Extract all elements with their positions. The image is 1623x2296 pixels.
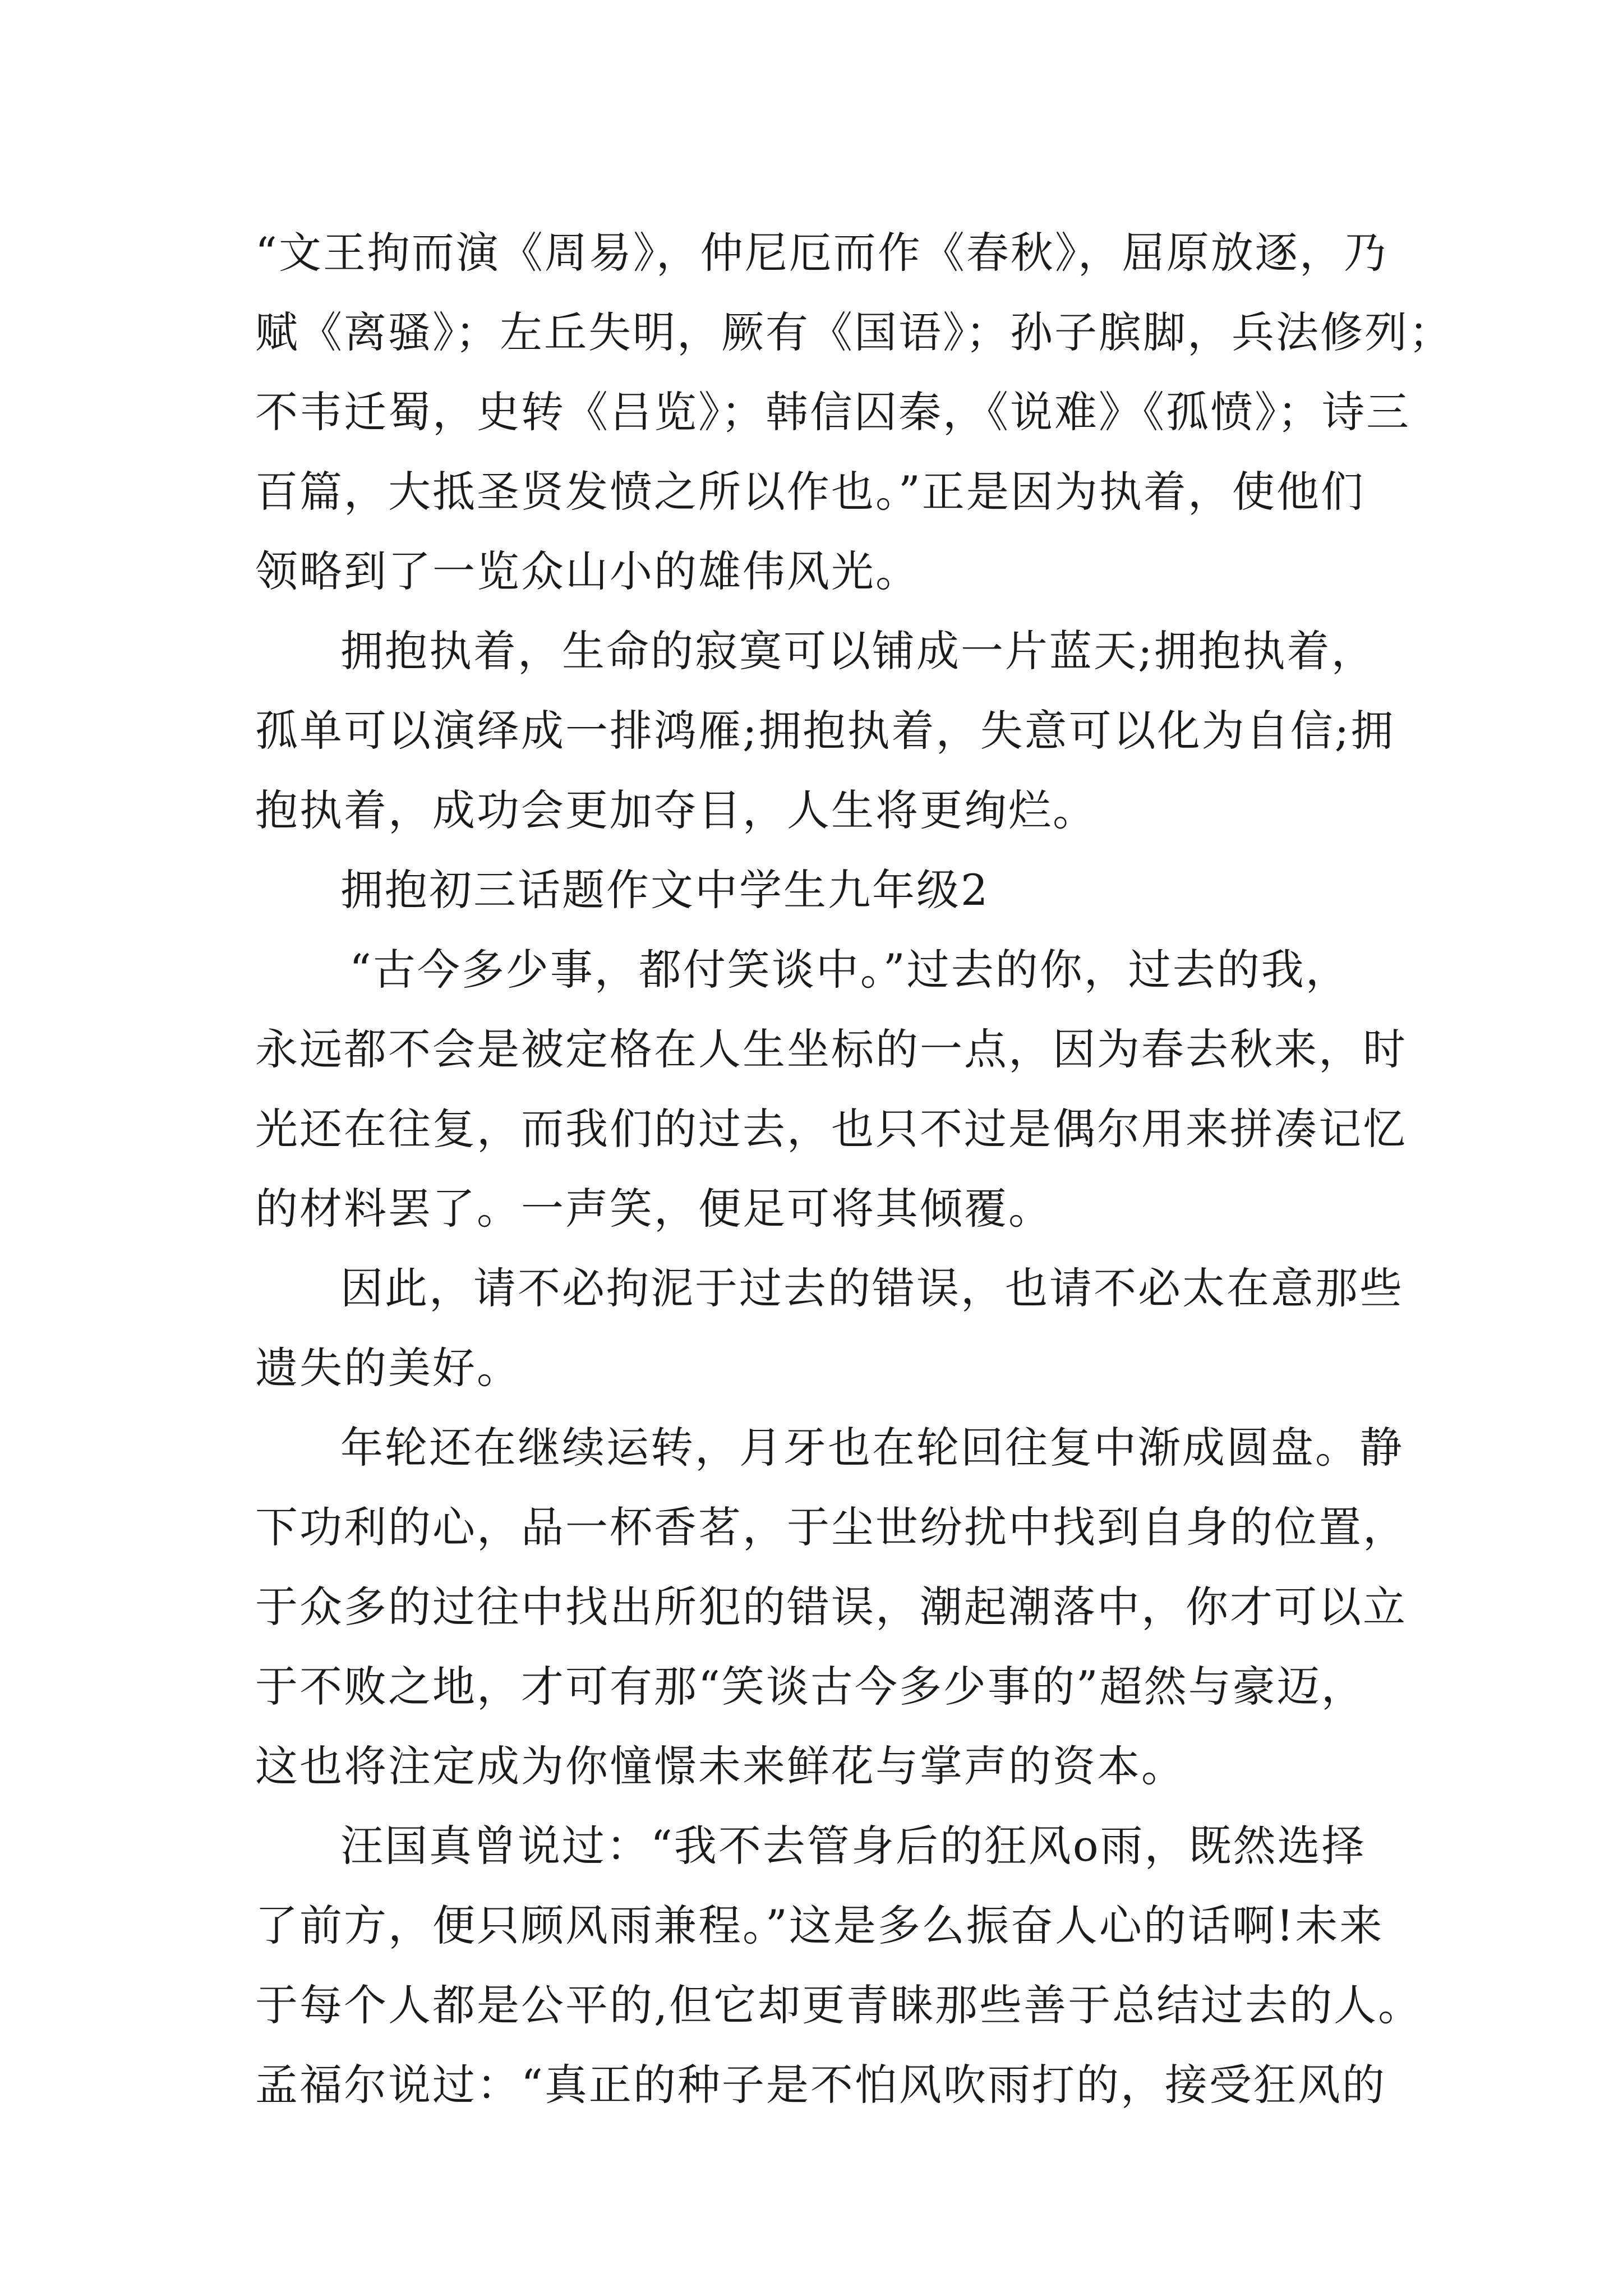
text-line: 不韦迁蜀，史转《吕览》；韩信囚秦，《说难》《孤愤》；诗三 (255, 387, 1410, 437)
text-line: 下功利的心，品一杯香茗，于尘世纷扰中找到自身的位置， (255, 1502, 1407, 1552)
section-heading: 拥抱初三话题作文中学生九年级2 (340, 865, 990, 915)
text-line: 百篇，大抵圣贤发愤之所以作也。”正是因为执着，使他们 (255, 467, 1365, 517)
paragraph-start-line: 年轮还在继续运转，月牙也在轮回往复中渐成圆盘。静 (340, 1423, 1404, 1473)
text-line: 于不败之地，才可有那“笑谈古今多少事的”超然与豪迈， (255, 1662, 1366, 1711)
text-line: 于每个人都是公平的,但它却更青睐那些善于总结过去的人。 (255, 1980, 1423, 2030)
text-line: 遗失的美好。 (255, 1343, 521, 1393)
text-line: 赋《离骚》；左丘失明，厥有《国语》；孙子膑脚，兵法修列； (255, 307, 1453, 357)
text-line: 的材料罢了。一声笑，便足可将其倾覆。 (255, 1184, 1053, 1234)
paragraph-start-line: 汪国真曾说过：“我不去管身后的狂风ο雨，既然选择 (340, 1821, 1366, 1871)
paragraph-start-line: 拥抱执着，生命的寂寞可以铺成一片蓝天;拥抱执着， (340, 626, 1376, 676)
text-line: 于众多的过往中找出所犯的错误，潮起潮落中，你才可以立 (255, 1582, 1407, 1632)
text-line: “文王拘而演《周易》，仲尼厄而作《春秋》，屈原放逐，乃 (255, 228, 1388, 278)
text-line: 永远都不会是被定格在人生坐标的一点，因为春去秋来，时 (255, 1024, 1407, 1074)
document-body (255, 213, 1453, 2125)
text-line: 了前方，便只顾风雨兼程。”这是多么振奋人心的话啊!未来 (255, 1901, 1384, 1950)
text-line: 这也将注定成为你憧憬未来鲜花与掌声的资本。 (255, 1741, 1186, 1791)
paragraph-start-line: “古今多少事，都付笑谈中。”过去的你，过去的我， (349, 945, 1350, 995)
text-line: 孤单可以演绎成一排鸿雁;拥抱执着，失意可以化为自信;拥 (255, 706, 1395, 756)
paragraph-start-line: 因此，请不必拘泥于过去的错误，也请不必太在意那些 (340, 1263, 1404, 1313)
text-line: 领略到了一览众山小的雄伟风光。 (255, 546, 920, 596)
text-line: 光还在往复，而我们的过去，也只不过是偶尔用来拼凑记忆 (255, 1104, 1407, 1154)
text-line: 抱执着，成功会更加夺目，人生将更绚烂。 (255, 785, 1097, 835)
text-line: 孟福尔说过：“真正的种子是不怕风吹雨打的，接受狂风的 (255, 2060, 1386, 2110)
